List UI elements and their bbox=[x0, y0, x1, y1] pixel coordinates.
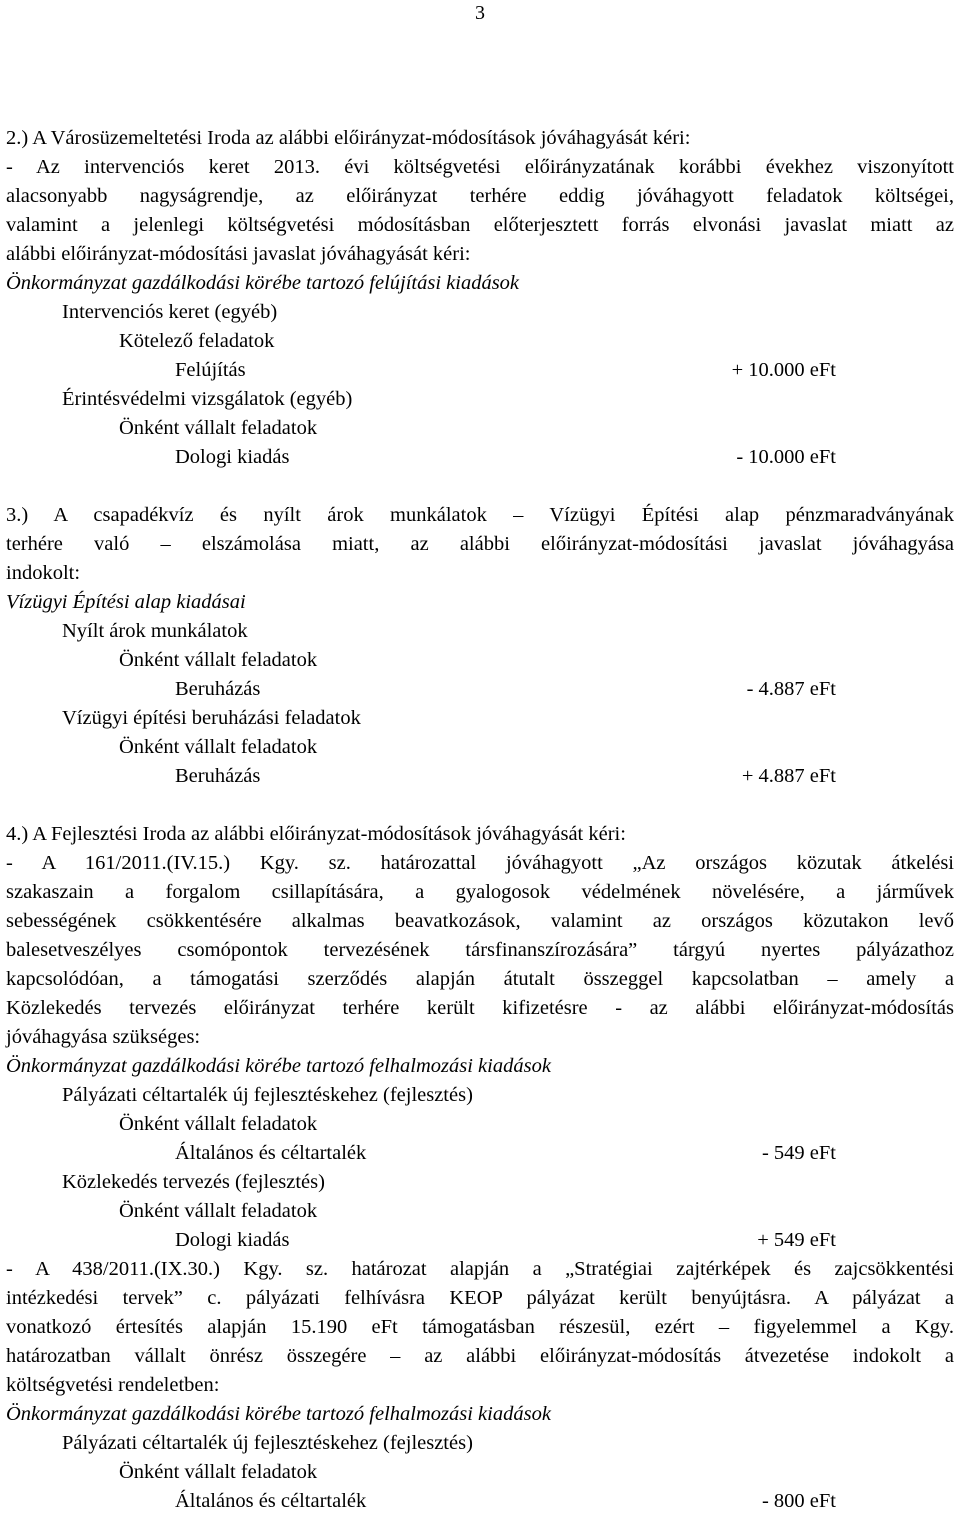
section-4-line-4: sebességének csökkentésére alkalmas beavatkozások, valamint az országos közutakon levő bbox=[6, 910, 954, 932]
section-2-title: 2.) A Városüzemeltetési Iroda az alábbi előirányzat-módosítások jóváhagyását kéri: bbox=[6, 127, 691, 149]
s3-amount-beruhazas-1: - 4.887 eFt bbox=[746, 678, 836, 700]
s3-item-beruhazas-1: Beruházás bbox=[175, 678, 261, 700]
s4-item-onkent-2: Önként vállalt feladatok bbox=[119, 1200, 318, 1222]
s2-item-felujitas: Felújítás bbox=[175, 359, 246, 381]
section-4-line-6: kapcsolódóan, a támogatási szerződés alapján átutalt összeggel kapcsolatban – amely a bbox=[6, 968, 954, 990]
section-2-line-5: alábbi előirányzat-módosítási javaslat jóváhagyását kéri: bbox=[6, 243, 471, 265]
s4b-amount-altalanos: - 800 eFt bbox=[761, 1490, 836, 1512]
s3-item-onkent-2: Önként vállalt feladatok bbox=[119, 736, 318, 758]
section-4b-line-5: költségvetési rendeletben: bbox=[6, 1374, 220, 1396]
s4b-item-onkent: Önként vállalt feladatok bbox=[119, 1461, 318, 1483]
s3-amount-beruhazas-2: + 4.887 eFt bbox=[741, 765, 836, 787]
s2-item-dologi: Dologi kiadás bbox=[175, 446, 290, 468]
s4-item-kozlekedes: Közlekedés tervezés (fejlesztés) bbox=[62, 1171, 325, 1193]
s3-item-beruhazas-2: Beruházás bbox=[175, 765, 261, 787]
s2-item-kotelezo: Kötelező feladatok bbox=[119, 330, 275, 352]
s3-item-vizugyi: Vízügyi építési beruházási feladatok bbox=[62, 707, 361, 729]
section-3-line-2: terhére való – elszámolása miatt, az alábbi előirányzat-módosítási javaslat jóváhagyása bbox=[6, 533, 954, 555]
section-4b-line-4: határozatban vállalt önrész összegére – az alábbi előirányzat-módosítás átvezetése indokolt a bbox=[6, 1345, 954, 1367]
s2-amount-dologi: - 10.000 eFt bbox=[736, 446, 836, 468]
section-4-title: 4.) A Fejlesztési Iroda az alábbi előirányzat-módosítások jóváhagyását kéri: bbox=[6, 823, 626, 845]
s3-item-onkent-1: Önként vállalt feladatok bbox=[119, 649, 318, 671]
s4b-item-altalanos: Általános és céltartalék bbox=[175, 1490, 367, 1512]
section-4b-line-2: intézkedési tervek” c. pályázati felhívásra KEOP pályázat került benyújtásra. A pályázat a bbox=[6, 1287, 954, 1309]
s4-item-altalanos: Általános és céltartalék bbox=[175, 1142, 367, 1164]
section-4-line-5: balesetveszélyes csomópontok tervezésének társfinanszírozására” tárgyú nyertes pályázathoz bbox=[6, 939, 954, 961]
section-4b-line-1: - A 438/2011.(IX.30.) Kgy. sz. határozat alapján a „Stratégiai zajtérképek és zajcsökkentési bbox=[6, 1258, 954, 1280]
section-4b-heading: Önkormányzat gazdálkodási körébe tartozó felhalmozási kiadások bbox=[6, 1403, 551, 1425]
section-3-title: 3.) A csapadékvíz és nyílt árok munkálatok – Vízügyi Építési alap pénzmaradványának bbox=[6, 504, 954, 526]
s4-amount-dologi: + 549 eFt bbox=[757, 1229, 836, 1251]
s2-item-erintesvedelmi: Érintésvédelmi vizsgálatok (egyéb) bbox=[62, 388, 353, 410]
page-number: 3 bbox=[475, 2, 485, 24]
s2-item-intervencios: Intervenciós keret (egyéb) bbox=[62, 301, 278, 323]
section-2-line-4: valamint a jelenlegi költségvetési módosításban előterjesztett forrás elvonási javaslat miatt az bbox=[6, 214, 954, 236]
section-3-line-3: indokolt: bbox=[6, 562, 81, 584]
s4-amount-altalanos: - 549 eFt bbox=[761, 1142, 836, 1164]
s3-item-nyilt-arok: Nyílt árok munkálatok bbox=[62, 620, 248, 642]
s4-item-dologi: Dologi kiadás bbox=[175, 1229, 290, 1251]
section-2-heading: Önkormányzat gazdálkodási körébe tartozó felújítási kiadások bbox=[6, 272, 520, 294]
section-4-line-3: szakaszain a forgalom csillapítására, a gyalogosok védelmének növelésére, a járművek bbox=[6, 881, 954, 903]
section-2-line-2: - Az intervenciós keret 2013. évi költségvetési előirányzatának korábbi évekhez viszonyított bbox=[6, 156, 954, 178]
s4-item-onkent-1: Önként vállalt feladatok bbox=[119, 1113, 318, 1135]
section-4-heading: Önkormányzat gazdálkodási körébe tartozó felhalmozási kiadások bbox=[6, 1055, 551, 1077]
s2-amount-felujitas: + 10.000 eFt bbox=[731, 359, 836, 381]
s4-item-palyazati: Pályázati céltartalék új fejlesztéskehez (fejlesztés) bbox=[62, 1084, 473, 1106]
section-4-line-8: jóváhagyása szükséges: bbox=[6, 1026, 201, 1048]
section-3-heading: Vízügyi Építési alap kiadásai bbox=[6, 591, 246, 613]
section-4-line-7: Közlekedés tervezés előirányzat terhére került kifizetésre - az alábbi előirányzat-módosítás bbox=[6, 997, 954, 1019]
section-2-line-3: alacsonyabb nagyságrendje, az előirányzat terhére eddig jóváhagyott feladatok költségei, bbox=[6, 185, 954, 207]
s2-item-onkent: Önként vállalt feladatok bbox=[119, 417, 318, 439]
s4b-item-palyazati: Pályázati céltartalék új fejlesztéskehez (fejlesztés) bbox=[62, 1432, 473, 1454]
section-4b-line-3: vonatkozó értesítés alapján 15.190 eFt támogatásban részesül, ezért – figyelemmel a Kgy. bbox=[6, 1316, 954, 1338]
section-4-line-2: - A 161/2011.(IV.15.) Kgy. sz. határozattal jóváhagyott „Az országos közutak átkelési bbox=[6, 852, 954, 874]
